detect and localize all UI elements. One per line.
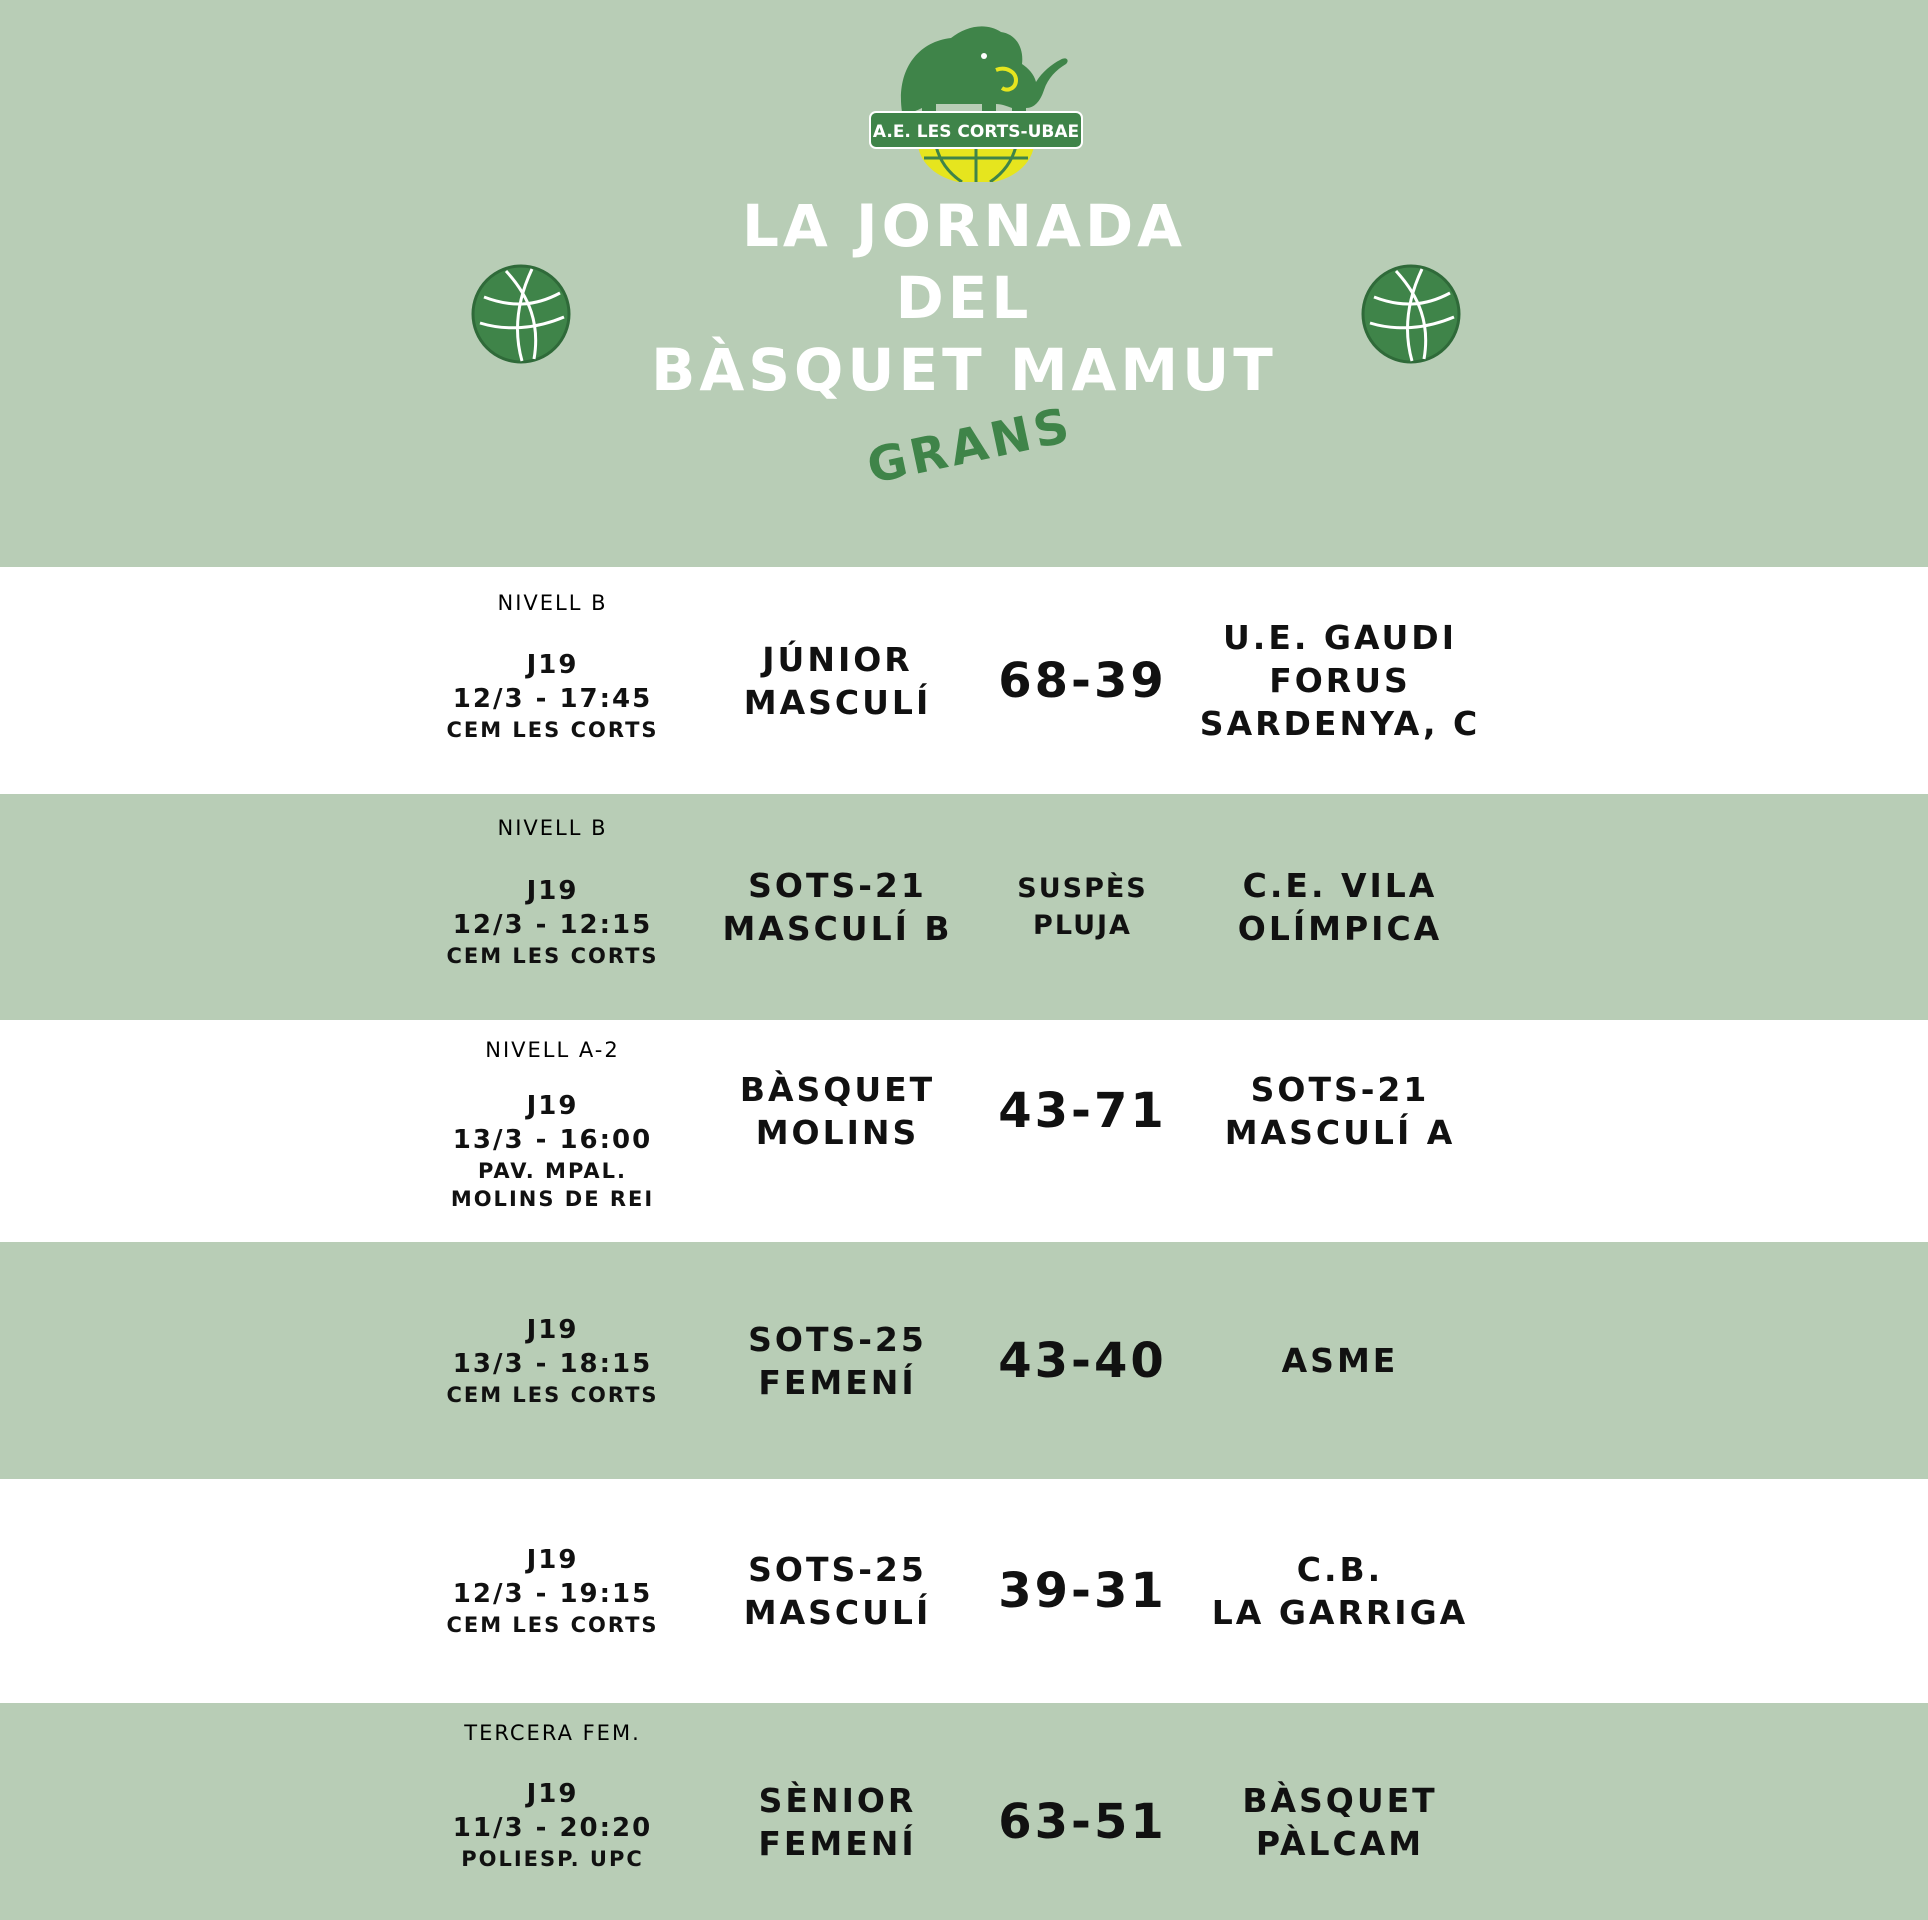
match-datetime: 12/3 - 19:15 (452, 1579, 653, 1609)
match-info (430, 1080, 675, 1222)
match-datetime: 11/3 - 20:20 (452, 1812, 653, 1843)
team-line: SOTS-25 (748, 1319, 927, 1359)
page-subtitle: GRANS (862, 396, 1078, 496)
match-datetime: 12/3 - 17:45 (452, 683, 653, 714)
match-round: J19 (526, 1314, 579, 1345)
match-info (430, 1763, 675, 1886)
match-team (700, 1242, 975, 1479)
match-row (0, 1703, 1928, 1920)
team-line: FEMENÍ (758, 1823, 917, 1863)
match-venue: MOLINS DE REI (450, 1187, 655, 1211)
match-level: NIVELL A-2 (485, 1038, 620, 1062)
team-line: FEMENÍ (758, 1362, 917, 1402)
team-line: MASCULÍ (743, 1593, 932, 1632)
team-line: SÈNIOR (758, 1780, 917, 1820)
match-info (430, 1242, 675, 1479)
match-result (985, 1479, 1180, 1703)
match-list (0, 567, 1928, 1920)
rival-line: SOTS-21 (1250, 1070, 1430, 1109)
match-score: 68-39 (998, 652, 1167, 709)
team-line: SOTS-25 (748, 1550, 927, 1589)
match-rival (1180, 1723, 1500, 1920)
match-datetime: 13/3 - 16:00 (452, 1125, 653, 1155)
match-round: J19 (526, 1545, 579, 1575)
team-line: MASCULÍ B (722, 909, 953, 948)
match-level: NIVELL B (497, 591, 608, 615)
page-title (564, 190, 1364, 406)
match-score: 39-31 (998, 1563, 1167, 1619)
basketball-icon (470, 263, 572, 365)
match-result (985, 1242, 1180, 1479)
header (0, 0, 1928, 567)
match-venue: CEM LES CORTS (446, 944, 659, 968)
match-rival (1180, 794, 1500, 1020)
match-rival (1180, 1242, 1500, 1479)
match-team (700, 567, 975, 794)
rival-line: MASCULÍ A (1224, 1113, 1456, 1152)
match-result (985, 794, 1180, 1020)
match-venue: CEM LES CORTS (446, 717, 659, 742)
match-venue: PAV. MPAL. (477, 1159, 628, 1183)
match-row (0, 567, 1928, 794)
title-line: DEL (895, 264, 1033, 332)
team-line: JÚNIOR (762, 639, 913, 679)
match-result (985, 1723, 1180, 1920)
match-row (0, 1020, 1928, 1242)
rival-line: C.B. (1296, 1550, 1384, 1589)
match-round: J19 (526, 1091, 579, 1121)
match-row (0, 1479, 1928, 1703)
rival-line: U.E. GAUDI (1223, 618, 1457, 657)
match-info (430, 637, 675, 754)
match-row (0, 794, 1928, 1020)
team-line: MOLINS (755, 1113, 920, 1152)
match-score: 43-71 (998, 1083, 1167, 1139)
match-result (985, 1020, 1180, 1202)
match-status: PLUJA (1033, 910, 1132, 941)
match-info (430, 1479, 675, 1703)
rival-line: LA GARRIGA (1211, 1593, 1469, 1632)
rival-line: OLÍMPICA (1237, 909, 1443, 948)
title-line: BÀSQUET MAMUT (651, 336, 1277, 404)
team-line: SOTS-21 (748, 866, 927, 905)
rival-line: ASME (1281, 1341, 1399, 1380)
match-team (700, 1020, 975, 1202)
title-line: LA JORNADA (741, 192, 1187, 260)
club-logo-icon (866, 12, 1086, 182)
match-level: NIVELL B (497, 816, 608, 840)
match-team (700, 1479, 975, 1703)
match-score: 63-51 (998, 1793, 1167, 1850)
basketball-icon (1360, 263, 1462, 365)
rival-line: BÀSQUET (1242, 1780, 1438, 1820)
rival-line: SARDENYA, C (1199, 704, 1481, 743)
match-venue: POLIESP. UPC (461, 1846, 644, 1871)
match-team (700, 794, 975, 1020)
match-rival (1180, 1020, 1500, 1202)
match-datetime: 12/3 - 12:15 (452, 910, 653, 940)
club-name: A.E. LES CORTS-UBAE (872, 122, 1080, 142)
match-round: J19 (526, 649, 579, 680)
match-round: J19 (526, 876, 579, 906)
match-team (700, 1723, 975, 1920)
rival-line: C.E. VILA (1242, 866, 1438, 905)
rival-line: PÀLCAM (1255, 1823, 1425, 1863)
match-round: J19 (526, 1778, 579, 1809)
match-venue: CEM LES CORTS (446, 1382, 659, 1407)
match-datetime: 13/3 - 18:15 (452, 1348, 653, 1379)
match-row (0, 1242, 1928, 1479)
team-line: MASCULÍ (743, 682, 932, 722)
rival-line: FORUS (1269, 661, 1411, 700)
match-rival (1180, 1479, 1500, 1703)
match-level: TERCERA FEM. (464, 1721, 641, 1745)
match-info (430, 864, 675, 980)
match-status: SUSPÈS (1017, 873, 1148, 904)
match-venue: CEM LES CORTS (446, 1613, 659, 1637)
team-line: BÀSQUET (739, 1070, 936, 1109)
match-result (985, 567, 1180, 794)
match-score: 43-40 (998, 1332, 1167, 1389)
match-rival (1180, 567, 1500, 794)
